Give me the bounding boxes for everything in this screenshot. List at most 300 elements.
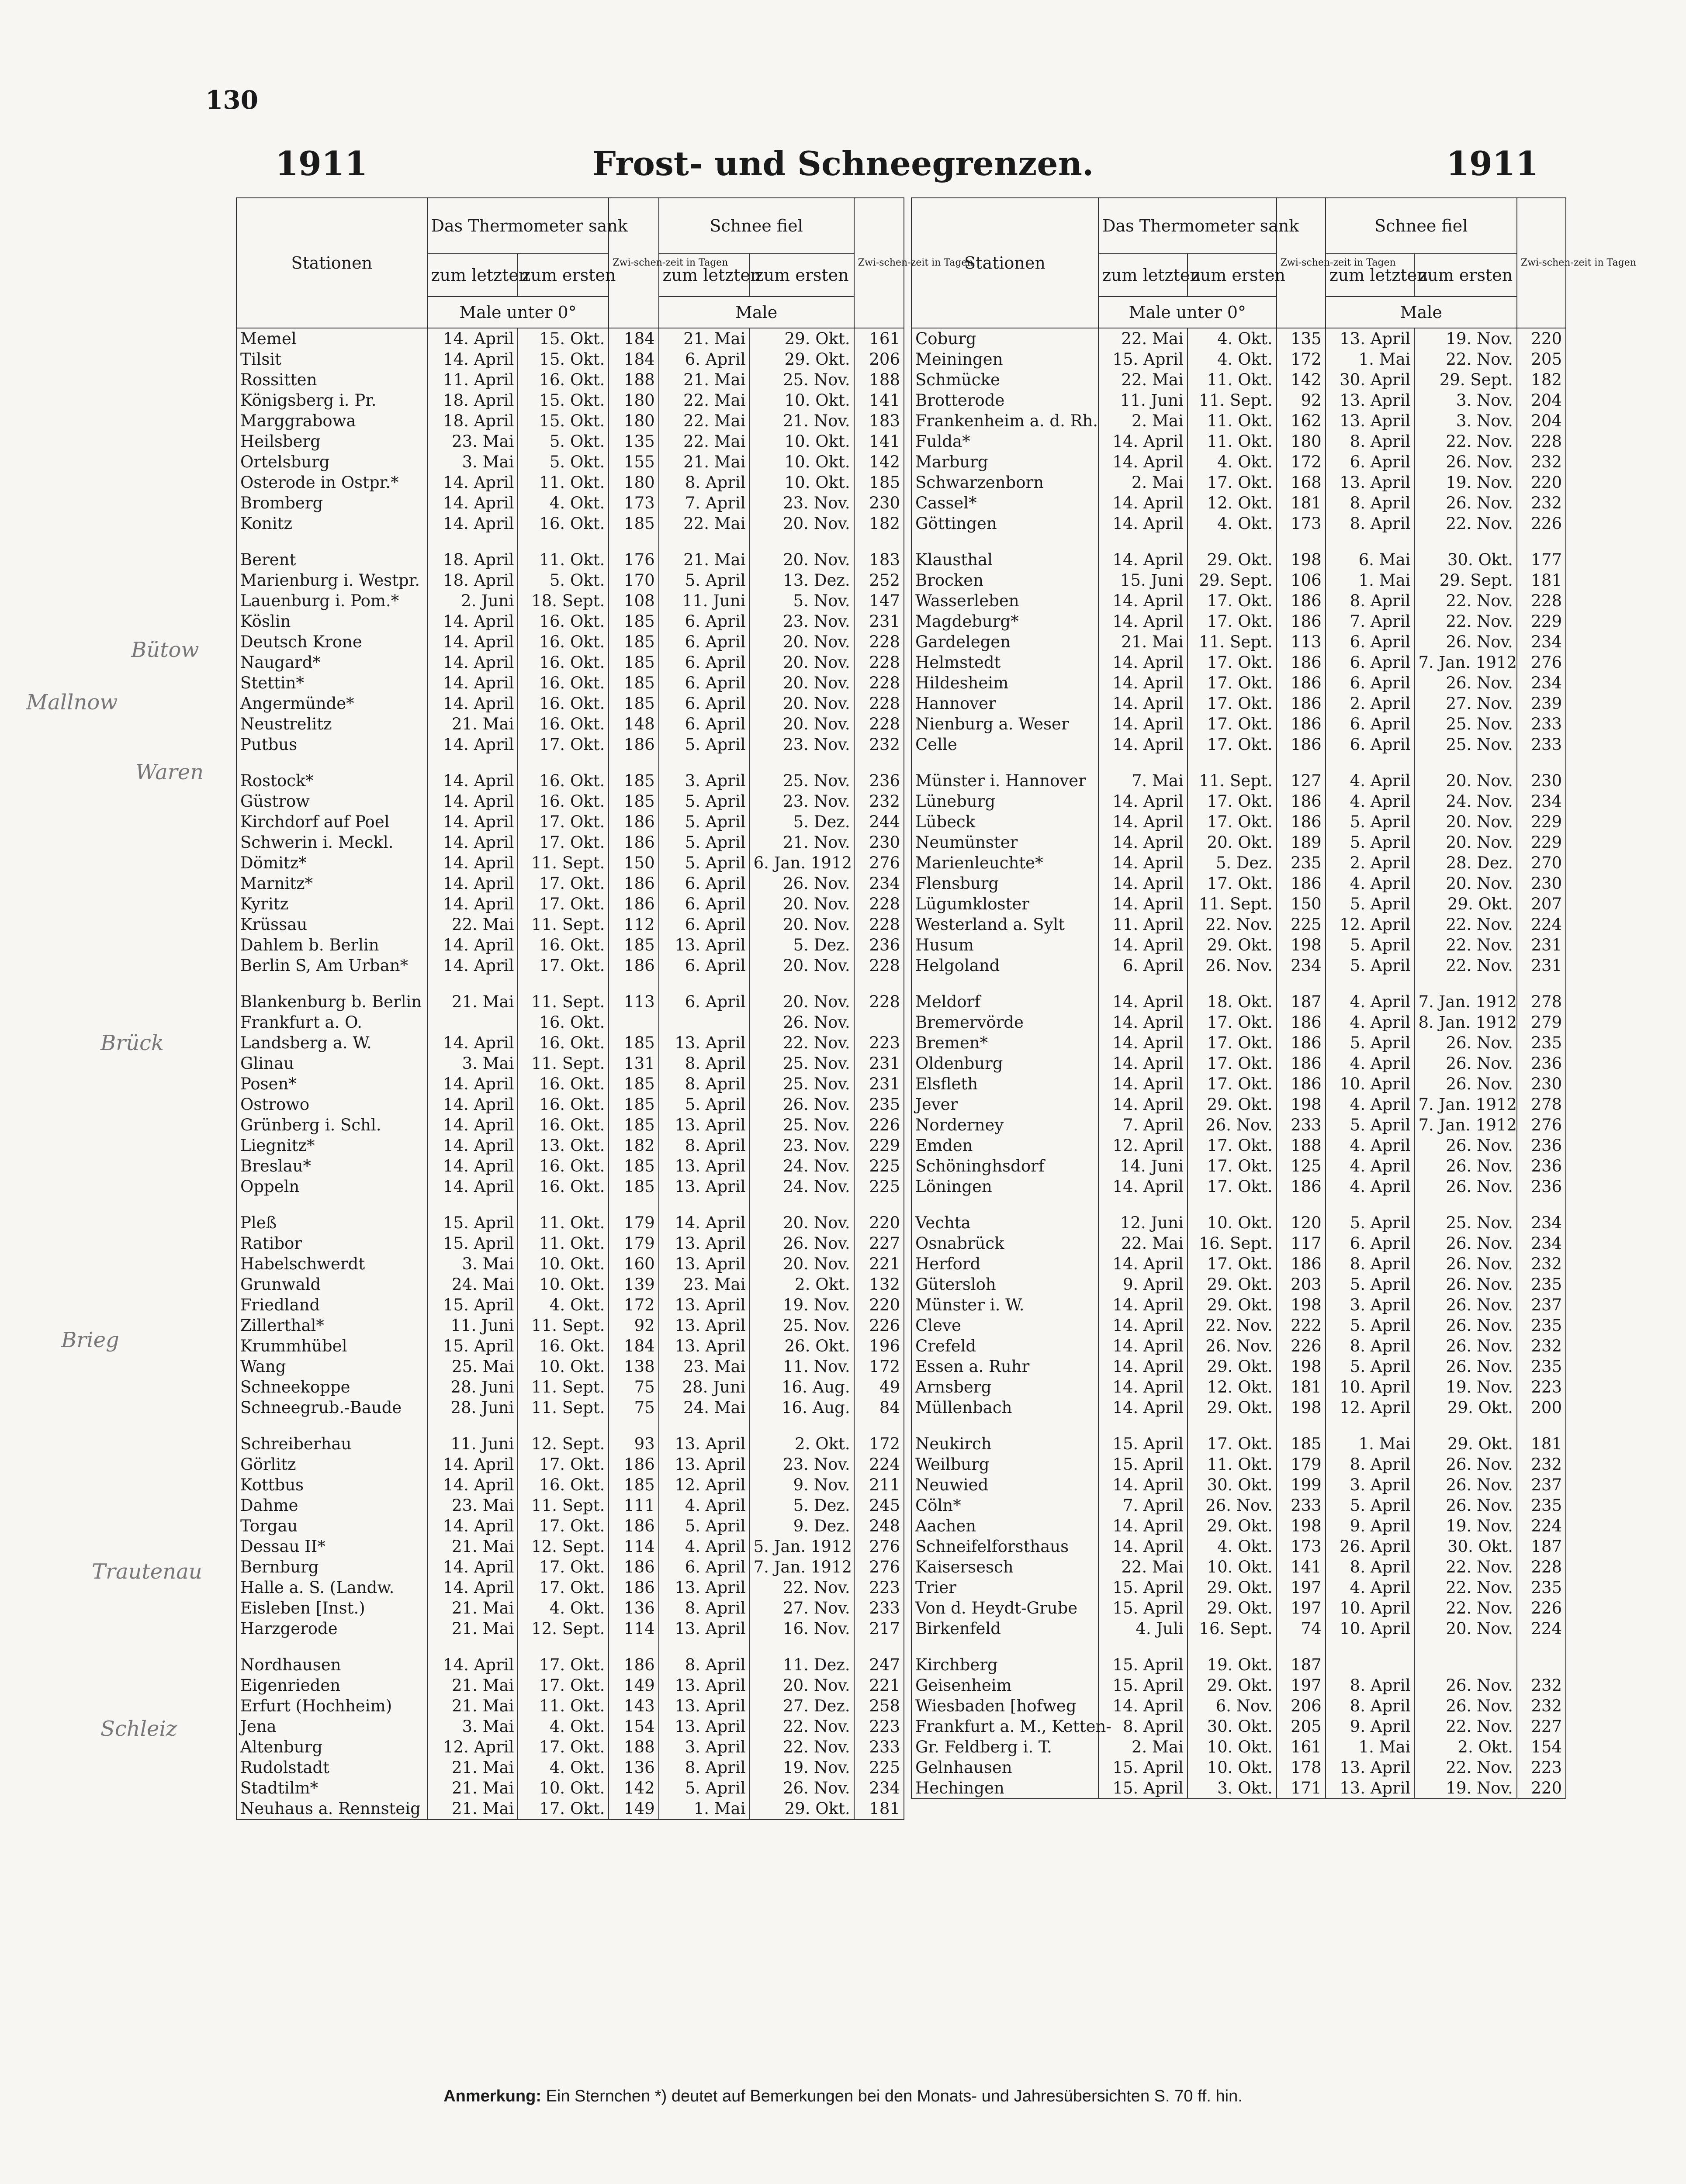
table-row [911,1737,1566,1757]
table-row [911,1074,1566,1094]
frost-last: 15. April [427,1336,518,1356]
frost-interval: 198 [1277,935,1326,955]
frost-first: 11. Okt. [518,1696,609,1716]
station-name: Schöninghsdorf [911,1156,1098,1176]
snow-last: 23. Mai [659,1274,750,1295]
spacer-cell [1098,534,1187,549]
frost-last: 14. April [1098,894,1187,914]
snow-last: 13. April [659,1233,750,1254]
station-name: Krummhübel [236,1336,427,1356]
station-name: Hildesheim [911,673,1098,693]
snow-last: 8. April [659,1655,750,1675]
frost-first: 17. Okt. [1187,1176,1277,1197]
frost-last: 14. April [1098,549,1187,570]
snow-interval: 244 [854,812,904,832]
frost-last: 8. April [1098,1716,1187,1737]
spacer-cell [1326,1639,1415,1655]
snow-first: 23. Nov. [750,1454,854,1475]
frost-last: 14. April [1098,1475,1187,1495]
frost-first: 29. Okt. [1187,1675,1277,1696]
snow-last: 13. April [659,1434,750,1454]
frost-interval: 186 [1277,734,1326,755]
spacer-cell [854,534,904,549]
snow-first: 7. Jan. 1912 [1414,992,1516,1012]
frost-last: 21. Mai [427,1778,518,1798]
snow-interval: 235 [1517,1274,1566,1295]
frost-interval: 185 [609,935,658,955]
frost-first: 29. Okt. [1187,1274,1277,1295]
snow-interval: 220 [1517,328,1566,349]
station-name: Altenburg [236,1737,427,1757]
snow-first: 25. Nov. [1414,1213,1516,1233]
snow-last: 13. April [1326,328,1415,349]
snow-last: 6. April [659,955,750,976]
snow-last: 6. April [1326,714,1415,734]
frost-interval: 114 [609,1536,658,1557]
frost-interval: 186 [1277,591,1326,611]
frost-last: 21. Mai [427,1618,518,1639]
spacer-cell [911,1418,1098,1434]
frost-last: 14. April [427,493,518,513]
table-row [911,1254,1566,1274]
snow-interval: 228 [1517,431,1566,452]
frost-last: 14. April [427,349,518,370]
snow-last: 5. April [659,1516,750,1536]
frost-last: 14. Juni [1098,1156,1187,1176]
snow-interval: 183 [854,549,904,570]
station-name: Flensburg [911,873,1098,894]
spacer-cell [750,976,854,992]
table-row [911,873,1566,894]
station-name: Harzgerode [236,1618,427,1639]
snow-interval: 228 [854,894,904,914]
station-name: Eigenrieden [236,1675,427,1696]
table-row [911,390,1566,411]
snow-interval: 233 [854,1598,904,1618]
table-row [236,1115,904,1135]
spacer-cell [236,1639,427,1655]
snow-interval: 234 [1517,673,1566,693]
frost-last: 21. Mai [427,714,518,734]
frost-first: 17. Okt. [1187,1156,1277,1176]
snow-last: 4. April [1326,1053,1415,1074]
margin-note: Trautenau [92,1559,202,1584]
snow-first: 21. Nov. [750,411,854,431]
snow-last: 5. April [1326,935,1415,955]
frost-interval: 112 [609,914,658,935]
frost-interval: 186 [609,734,658,755]
table-row [911,493,1566,513]
station-name: Frankenheim a. d. Rh. [911,411,1098,431]
station-name: Neuhaus a. Rennsteig [236,1798,427,1819]
margin-note: Bütow [131,638,199,662]
frost-first: 16. Sept. [1187,1233,1277,1254]
frost-last: 14. April [427,1033,518,1053]
snow-interval: 224 [1517,1618,1566,1639]
frost-last: 14. April [1098,1012,1187,1033]
snow-first: 19. Nov. [750,1757,854,1778]
snow-first: 19. Nov. [1414,472,1516,493]
table-row [911,1778,1566,1799]
station-name: Bremervörde [911,1012,1098,1033]
snow-first: 7. Jan. 1912 [1414,1094,1516,1115]
station-name: Schreiberhau [236,1434,427,1454]
spacer-cell [750,1197,854,1213]
snow-last: 4. April [1326,1156,1415,1176]
snow-first: 20. Nov. [750,693,854,714]
snow-first: 20. Nov. [1414,812,1516,832]
frost-first: 16. Okt. [518,1033,609,1053]
frost-first: 16. Okt. [518,1094,609,1115]
snow-interval: 223 [854,1033,904,1053]
group-spacer [911,1418,1566,1434]
frost-interval: 198 [1277,1094,1326,1115]
spacer-cell [1187,976,1277,992]
spacer-cell [1414,755,1516,771]
snow-interval: 220 [854,1213,904,1233]
spacer-cell [427,1639,518,1655]
snow-last: 5. April [1326,832,1415,853]
snow-first: 29. Okt. [750,328,854,349]
frost-interval: 150 [1277,894,1326,914]
table-row [911,452,1566,472]
station-name: Krüssau [236,914,427,935]
frost-last: 15. April [1098,349,1187,370]
frost-last: 14. April [1098,1254,1187,1274]
snow-last: 8. April [1326,1696,1415,1716]
snow-interval: 229 [1517,812,1566,832]
frost-last: 18. April [427,411,518,431]
frost-first: 5. Okt. [518,431,609,452]
station-name: Köslin [236,611,427,632]
station-name: Lügumkloster [911,894,1098,914]
frost-interval: 185 [609,673,658,693]
snow-last: 6. April [659,349,750,370]
snow-interval: 234 [1517,791,1566,812]
snow-interval: 196 [854,1336,904,1356]
spacer-cell [750,755,854,771]
snow-first: 25. Nov. [750,771,854,791]
station-name: Kottbus [236,1475,427,1495]
frost-last: 15. April [1098,1454,1187,1475]
frost-first: 12. Sept. [518,1618,609,1639]
snow-last: 8. April [659,472,750,493]
snow-last: 24. Mai [659,1397,750,1418]
table-row [911,714,1566,734]
frost-first: 16. Okt. [518,1115,609,1135]
snow-interval: 200 [1517,1397,1566,1418]
table-row [911,1274,1566,1295]
frost-first: 30. Okt. [1187,1475,1277,1495]
frost-interval: 181 [1277,1377,1326,1397]
snow-last: 6. April [659,632,750,652]
spacer-cell [1326,755,1415,771]
frost-first: 17. Okt. [518,1798,609,1819]
snow-interval: 206 [854,349,904,370]
frost-first: 10. Okt. [518,1254,609,1274]
snow-last: 10. April [1326,1598,1415,1618]
table-row [911,1213,1566,1233]
frost-interval: 180 [1277,431,1326,452]
frost-first: 16. Okt. [518,1475,609,1495]
snow-last: 5. April [1326,1115,1415,1135]
frost-interval: 225 [1277,914,1326,935]
frost-last: 18. April [427,549,518,570]
frost-first: 4. Okt. [518,1757,609,1778]
frost-last: 7. Mai [1098,771,1187,791]
snow-last: 13. April [659,1254,750,1274]
snow-last: 6. April [659,611,750,632]
thermometer-header: Das Thermometer sank [1098,198,1277,254]
table-row [236,472,904,493]
below-zero-header: Male unter 0° [427,297,609,328]
frost-interval: 180 [609,411,658,431]
station-name: Deutsch Krone [236,632,427,652]
snow-interval: 231 [1517,955,1566,976]
table-row [236,570,904,591]
snow-first: 29. Sept. [1414,570,1516,591]
table-row [236,992,904,1012]
frost-first: 16. Okt. [518,771,609,791]
station-name: Lauenburg i. Pom.* [236,591,427,611]
station-name: Oldenburg [911,1053,1098,1074]
spacer-cell [1098,755,1187,771]
snow-last: 5. April [1326,955,1415,976]
frost-last: 15. April [1098,1598,1187,1618]
snow-interval: 232 [1517,452,1566,472]
spacer-cell [518,1418,609,1434]
snow-first: 26. Nov. [1414,1074,1516,1094]
snow-interval: 236 [1517,1176,1566,1197]
spacer-cell [911,976,1098,992]
table-row [236,873,904,894]
frost-last: 14. April [1098,452,1187,472]
snow-first: 26. Nov. [1414,1475,1516,1495]
spacer-cell [609,976,658,992]
station-name: Vechta [911,1213,1098,1233]
table-row [911,1233,1566,1254]
frost-last: 12. April [1098,1135,1187,1156]
frost-first: 26. Nov. [1187,1495,1277,1516]
frost-first: 11. Okt. [518,472,609,493]
frost-interval: 148 [609,714,658,734]
snow-interval: 236 [1517,1156,1566,1176]
frost-first: 16. Okt. [518,370,609,390]
snow-last: 5. April [1326,1033,1415,1053]
station-name: Göttingen [911,513,1098,534]
snow-first: 26. Nov. [1414,1233,1516,1254]
snow-first: 24. Nov. [750,1156,854,1176]
frost-last: 7. April [1098,1115,1187,1135]
frost-first: 29. Okt. [1187,1516,1277,1536]
station-name: Arnsberg [911,1377,1098,1397]
frost-interval: 142 [609,1778,658,1798]
spacer-cell [659,1418,750,1434]
snow-interval: 236 [854,935,904,955]
snow-last: 7. April [1326,611,1415,632]
snow-last: 5. April [1326,894,1415,914]
station-name: Güstrow [236,791,427,812]
frost-interval: 185 [609,791,658,812]
table-row [236,349,904,370]
frost-interval: 186 [1277,1053,1326,1074]
frost-interval: 182 [609,1135,658,1156]
snow-interval: 226 [1517,1598,1566,1618]
snow-last: 2. April [1326,853,1415,873]
table-row [236,1156,904,1176]
snow-interval: 234 [854,873,904,894]
frost-last: 14. April [427,1115,518,1135]
frost-interval: 178 [1277,1757,1326,1778]
snow-last: 6. April [659,714,750,734]
snow-interval: 228 [854,714,904,734]
snow-last: 6. April [659,693,750,714]
frost-interval: 185 [609,652,658,673]
frost-last: 6. April [1098,955,1187,976]
station-name: Naugard* [236,652,427,673]
year-left: 1911 [275,144,368,183]
spacer-cell [427,976,518,992]
table-row [236,1557,904,1577]
snow-interval: 224 [854,1454,904,1475]
snow-first: 29. Okt. [750,349,854,370]
snow-first: 26. Nov. [1414,673,1516,693]
station-name: Grünberg i. Schl. [236,1115,427,1135]
snow-last: 21. Mai [659,452,750,472]
snow-first: 7. Jan. 1912 [750,1557,854,1577]
frost-interval-header: Zwi-schen-zeit in Tagen [1277,198,1326,328]
station-name: Meldorf [911,992,1098,1012]
station-name: Hechingen [911,1778,1098,1799]
table-row [911,652,1566,673]
frost-first: 11. Sept. [518,1495,609,1516]
frost-interval: 226 [1277,1336,1326,1356]
frost-first: 17. Okt. [1187,652,1277,673]
spacer-cell [1326,976,1415,992]
table-row [911,513,1566,534]
station-name: Bromberg [236,493,427,513]
snow-interval: 235 [1517,1356,1566,1377]
snow-interval: 224 [1517,1516,1566,1536]
snow-first: 22. Nov. [750,1033,854,1053]
station-name: Rossitten [236,370,427,390]
snow-interval: 230 [1517,1074,1566,1094]
snow-interval: 49 [854,1377,904,1397]
frost-last: 14. April [1098,734,1187,755]
times-header: Male [1326,297,1517,328]
station-name: Dessau II* [236,1536,427,1557]
frost-first: 11. Sept. [518,853,609,873]
frost-interval: 106 [1277,570,1326,591]
frost-first: 16. Okt. [518,611,609,632]
frost-first: 17. Okt. [518,894,609,914]
station-name: Dömitz* [236,853,427,873]
frost-last: 15. April [427,1295,518,1315]
snow-last-header: zum letzten [659,254,750,297]
station-name: Münster i. W. [911,1295,1098,1315]
snow-interval: 276 [1517,1115,1566,1135]
frost-last: 14. April [427,472,518,493]
frost-first: 16. Okt. [518,652,609,673]
snow-first: 22. Nov. [1414,955,1516,976]
frost-last: 14. April [427,1094,518,1115]
snow-first: 8. Jan. 1912 [1414,1012,1516,1033]
frost-first: 11. Okt. [518,549,609,570]
frost-first: 11. Sept. [518,1053,609,1074]
table-row [236,632,904,652]
frost-first: 17. Okt. [1187,611,1277,632]
frost-last: 21. Mai [1098,632,1187,652]
frost-last: 3. Mai [427,1053,518,1074]
snow-interval: 230 [854,832,904,853]
snow-interval: 231 [854,1053,904,1074]
page-number: 130 [205,85,259,115]
frost-first: 17. Okt. [1187,812,1277,832]
table-row [236,652,904,673]
snow-interval: 228 [1517,1557,1566,1577]
station-name: Neuwied [911,1475,1098,1495]
frost-last: 15. April [1098,1757,1187,1778]
frost-first: 11. Okt. [1187,411,1277,431]
frost-first: 17. Okt. [518,1737,609,1757]
frost-last: 14. April [1098,873,1187,894]
frost-interval: 185 [609,1176,658,1197]
snow-last: 8. April [1326,1254,1415,1274]
table-row [911,632,1566,652]
snow-last: 8. April [659,1053,750,1074]
snow-interval: 235 [1517,1495,1566,1516]
frost-first: 13. Okt. [518,1135,609,1156]
table-row [911,1356,1566,1377]
frost-last: 15. April [1098,1577,1187,1598]
frost-first: 17. Okt. [518,832,609,853]
frost-first: 16. Okt. [518,791,609,812]
frost-first: 22. Nov. [1187,1315,1277,1336]
frost-last: 14. April [1098,1315,1187,1336]
table-row [236,431,904,452]
station-name: Landsberg a. W. [236,1033,427,1053]
frost-first: 12. Sept. [518,1536,609,1557]
snow-interval: 252 [854,570,904,591]
table-row [911,935,1566,955]
snow-last: 4. April [1326,1577,1415,1598]
frost-interval: 198 [1277,1295,1326,1315]
frost-last: 14. April [1098,693,1187,714]
snow-interval: 235 [1517,1033,1566,1053]
snow-interval: 182 [1517,370,1566,390]
snow-last: 4. April [1326,1135,1415,1156]
table-row [911,549,1566,570]
frost-last: 12. Juni [1098,1213,1187,1233]
snow-first: 26. Nov. [1414,1336,1516,1356]
station-name: Breslau* [236,1156,427,1176]
snow-last: 22. Mai [659,390,750,411]
table-row [911,1094,1566,1115]
frost-first: 17. Okt. [1187,1033,1277,1053]
spacer-cell [1187,755,1277,771]
station-name: Ortelsburg [236,452,427,472]
snow-first: 22. Nov. [1414,935,1516,955]
snow-first: 26. Nov. [1414,632,1516,652]
snow-interval: 220 [1517,472,1566,493]
frost-interval: 92 [1277,390,1326,411]
frost-first: 16. Okt. [518,513,609,534]
snow-last: 12. April [1326,914,1415,935]
frost-first: 17. Okt. [518,1675,609,1696]
spacer-cell [609,1639,658,1655]
frost-first: 10. Okt. [1187,1737,1277,1757]
frost-last: 28. Juni [427,1377,518,1397]
